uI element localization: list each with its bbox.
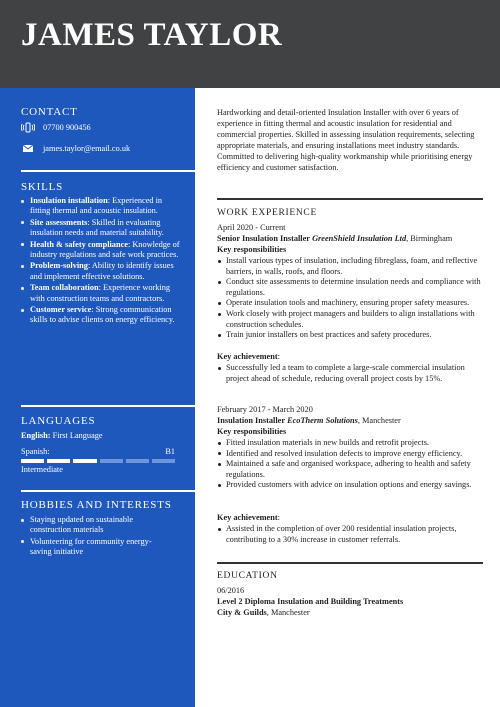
education-date: 06/2016: [217, 586, 245, 595]
job-achievements: [217, 524, 481, 545]
language-english-label: English:: [21, 431, 51, 440]
achievement-item: Successfully led a team to complete a large-scale commercial insulation project ahead of schedule, reducing overall project costs by 15%.: [217, 363, 481, 384]
job-responsibilities: [217, 438, 481, 491]
skill-description: : Skilled in evaluating insulation needs and material suitability.: [30, 217, 164, 238]
contact-divider: [21, 170, 195, 172]
language-spanish-label: Spanish:: [21, 447, 50, 456]
job-dates: April 2020 - Current: [217, 223, 286, 232]
education-location: , Manchester: [266, 608, 310, 617]
education-qualification: Level 2 Diploma Insulation and Building Treatments: [217, 597, 404, 606]
experience-title: WORK EXPERIENCE: [217, 208, 317, 218]
hobbies-list: [21, 515, 173, 559]
responsibility-item: Provided customers with advice on insulation options and energy savings.: [217, 480, 481, 491]
language-english: [21, 431, 103, 440]
education-top-rule: [217, 562, 483, 564]
job-responsibilities-label: Key responsibilities: [217, 245, 287, 254]
skill-description: : Strong communication skills to advise clients on energy efficiency.: [30, 305, 175, 325]
languages-title: LANGUAGES: [21, 415, 96, 427]
envelope-icon: [21, 143, 35, 154]
languages-divider: [21, 490, 195, 492]
skill-item: [21, 283, 181, 304]
job-heading: [217, 234, 483, 245]
skill-description: : Knowledge of industry regulations and safe work practices.: [30, 239, 180, 260]
contact-phone[interactable]: 07700 900456: [43, 123, 91, 132]
skill-item: [21, 261, 181, 282]
language-level-segment: [21, 459, 44, 463]
job-location: , Manchester: [357, 416, 401, 425]
header-bar: [0, 0, 500, 88]
language-english-level: First Language: [50, 431, 103, 440]
responsibility-item: Fitted insulation materials in new builds and retrofit projects.: [217, 438, 481, 449]
skill-item: [21, 196, 181, 217]
skill-description: : Experienced in fitting thermal and acoustic insulation.: [30, 196, 163, 216]
skills-title: SKILLS: [21, 181, 64, 193]
job-company: GreenShield Insulation Ltd: [312, 234, 407, 243]
contact-title: CONTACT: [21, 106, 78, 118]
language-level-segment: [152, 459, 175, 463]
language-level-segment: [126, 459, 149, 463]
skill-item: [21, 305, 181, 326]
hobby-item: Staying updated on sustainable construction materials: [21, 515, 173, 536]
education-institution: City & Guilds: [217, 608, 267, 617]
language-level-segment: [73, 459, 96, 463]
education-title: EDUCATION: [217, 571, 278, 581]
skill-name: Team collaboration: [30, 283, 99, 293]
skills-divider: [21, 405, 195, 407]
job-role: Insulation Installer: [217, 416, 286, 425]
phone-icon: [21, 122, 35, 133]
responsibility-item: Install various types of insulation, including fibreglass, foam, and reflective barriers, in walls, roofs, and floors.: [217, 256, 481, 277]
job-achievement-label: Key achievement:: [217, 513, 280, 522]
contact-email-row: [21, 143, 130, 154]
achievement-item: Assisted in the completion of over 200 residential insulation projects, contributing to a 30% increase in customer referrals.: [217, 524, 481, 545]
job-achievement-label-text: Key achievement: [217, 513, 278, 522]
language-level-segment: [47, 459, 70, 463]
contact-phone-row: [21, 122, 91, 133]
responsibility-item: Operate insulation tools and machinery, ensuring proper safety measures.: [217, 298, 481, 309]
responsibility-item: Work closely with project managers and builders to align installations with construction schedules.: [217, 309, 481, 330]
skill-name: Insulation installation: [30, 196, 108, 205]
job-heading: [217, 416, 483, 427]
skill-name: Site assessments: [30, 217, 88, 227]
candidate-name: JAMES TAYLOR: [21, 17, 283, 53]
job-achievement-label-text: Key achievement: [217, 352, 278, 361]
job-achievement-label: Key achievement:: [217, 352, 280, 361]
responsibility-item: Train junior installers on best practices and safety procedures.: [217, 330, 481, 341]
language-spanish-level-text: Intermediate: [21, 465, 63, 474]
hobbies-title: HOBBIES AND INTERESTS: [21, 499, 172, 511]
skill-item: [21, 218, 181, 239]
job-achievements: [217, 363, 481, 384]
experience-top-rule: [217, 198, 483, 200]
skill-item: [21, 240, 181, 261]
job-dates: February 2017 - March 2020: [217, 405, 313, 414]
responsibility-item: Conduct site assessments to determine insulation needs and compliance with regulations.: [217, 277, 481, 298]
hobby-item: Volunteering for community energy-saving initiative: [21, 537, 173, 558]
job-location: , Birmingham: [406, 234, 453, 243]
education-institution-row: [217, 608, 483, 619]
job-company: EcoTherm Solutions: [287, 416, 358, 425]
profile-summary: Hardworking and detail-oriented Insulation Installer with over 6 years of experience in fitting thermal and acoustic insulation for residential and commercial properties. Skilled in assessing insulation requirements, selecting appropriate materials, and ensuring installations meet industry standards. Committed to delivering high-quality workmanship while prioritising energy efficiency and customer satisfaction.: [217, 108, 475, 173]
contact-email[interactable]: james.taylor@email.co.uk: [43, 144, 131, 153]
responsibility-item: Identified and resolved insulation defects to improve energy efficiency.: [217, 449, 481, 460]
language-spanish-code: B1: [165, 447, 175, 456]
skills-list: [21, 196, 181, 327]
skill-description: : Experience working with construction teams and contractors.: [30, 283, 171, 303]
job-responsibilities-label: Key responsibilities: [217, 427, 287, 436]
skill-description: : Ability to identify issues and implement effective solutions.: [30, 261, 174, 281]
language-level-segment: [100, 459, 123, 463]
skill-name: Problem-solving: [30, 261, 88, 271]
language-spanish: [21, 447, 175, 456]
skill-name: Health & safety compliance: [30, 239, 128, 249]
language-spanish-level-bar: [21, 459, 175, 463]
job-responsibilities: [217, 256, 481, 341]
job-role: Senior Insulation Installer: [217, 234, 310, 243]
skill-name: Customer service: [30, 305, 92, 315]
responsibility-item: Maintained a safe and organised workspace, adhering to health and safety regulations.: [217, 459, 481, 480]
